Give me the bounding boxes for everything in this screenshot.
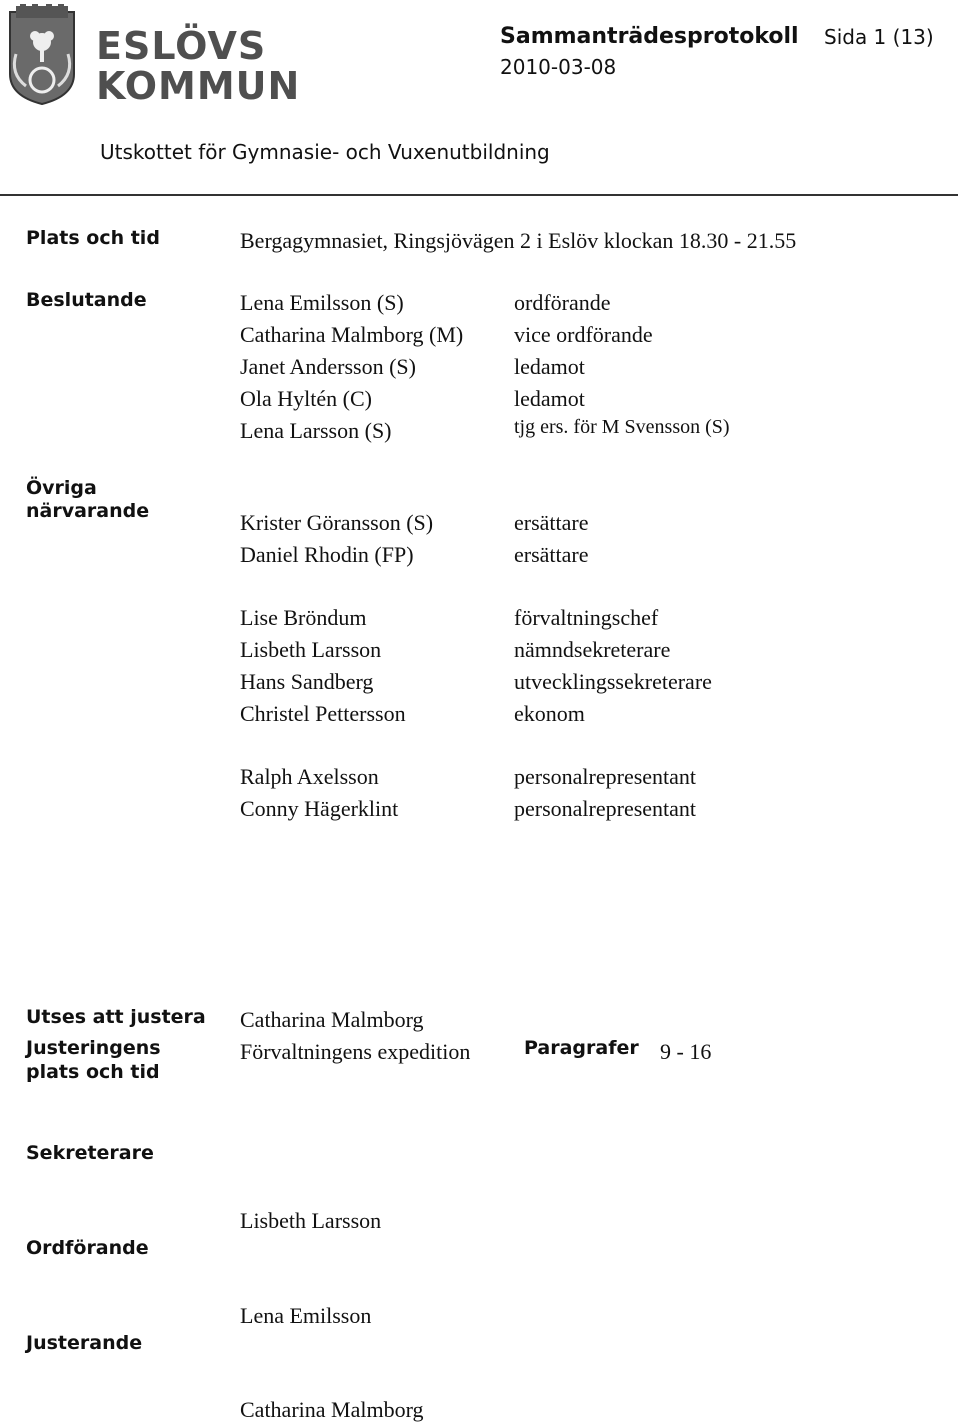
attendee-role: förvaltningschef [514, 605, 659, 630]
document-type: Sammanträdesprotokoll [500, 24, 799, 49]
attendee-role: ersättare [514, 510, 589, 535]
utses-att-justera-label: Utses att justera [26, 1006, 206, 1028]
sekreterare-label: Sekreterare [26, 1142, 154, 1164]
attendee-name: Krister Göransson (S) [240, 510, 434, 535]
justeringens-label-line2: plats och tid [26, 1061, 160, 1083]
member-role: ledamot [514, 386, 585, 411]
municipality-crest-icon [6, 4, 78, 106]
justerande-label: Justerande [26, 1332, 143, 1354]
ordforande-label: Ordförande [26, 1237, 149, 1259]
member-name: Lena Larsson (S) [240, 418, 392, 443]
beslutande-label: Beslutande [26, 289, 147, 311]
page-number: Sida 1 (13) [824, 25, 934, 49]
attendee-name: Daniel Rhodin (FP) [240, 542, 414, 567]
logo-text-line1: ESLÖVS [96, 24, 267, 68]
ovriga-label-line2: närvarande [26, 500, 150, 522]
ovriga-label-line1: Övriga [26, 477, 97, 499]
member-name: Catharina Malmborg (M) [240, 322, 464, 347]
attendee-name: Conny Hägerklint [240, 796, 399, 821]
plats-och-tid-value: Bergagymnasiet, Ringsjövägen 2 i Eslöv klockan 18.30 - 21.55 [240, 228, 797, 253]
justerande-name: Catharina Malmborg [240, 1397, 424, 1422]
utses-att-justera-value: Catharina Malmborg [240, 1007, 424, 1032]
justeringens-label-line1: Justeringens [26, 1037, 161, 1059]
justeringens-plats-value: Förvaltningens expedition [240, 1039, 471, 1064]
committee-name: Utskottet för Gymnasie- och Vuxenutbildning [100, 140, 550, 164]
member-role: ordförande [514, 290, 611, 315]
attendee-role: ekonom [514, 701, 585, 726]
member-name: Lena Emilsson (S) [240, 290, 404, 315]
attendee-name: Lisbeth Larsson [240, 637, 382, 662]
attendee-name: Lise Bröndum [240, 605, 367, 630]
plats-och-tid-label: Plats och tid [26, 227, 160, 249]
header-divider [0, 194, 958, 196]
member-role: tjg ers. för M Svensson (S) [514, 416, 730, 438]
attendee-role: utvecklingssekreterare [514, 669, 712, 694]
sekreterare-name: Lisbeth Larsson [240, 1208, 382, 1233]
attendee-role: personalrepresentant [514, 796, 697, 821]
meeting-date: 2010-03-08 [500, 55, 617, 79]
logo-text-line2: KOMMUN [96, 64, 301, 108]
attendee-name: Ralph Axelsson [240, 764, 379, 789]
member-role: ledamot [514, 354, 585, 379]
member-name: Janet Andersson (S) [240, 354, 416, 379]
attendee-role: nämndsekreterare [514, 637, 671, 662]
paragrafer-label: Paragrafer [524, 1037, 639, 1059]
attendee-role: personalrepresentant [514, 764, 697, 789]
attendee-name: Hans Sandberg [240, 669, 374, 694]
paragrafer-value: 9 - 16 [660, 1039, 712, 1064]
member-role: vice ordförande [514, 322, 653, 347]
attendee-name: Christel Pettersson [240, 701, 406, 726]
ordforande-name: Lena Emilsson [240, 1303, 372, 1328]
attendee-role: ersättare [514, 542, 589, 567]
member-name: Ola Hyltén (C) [240, 386, 372, 411]
